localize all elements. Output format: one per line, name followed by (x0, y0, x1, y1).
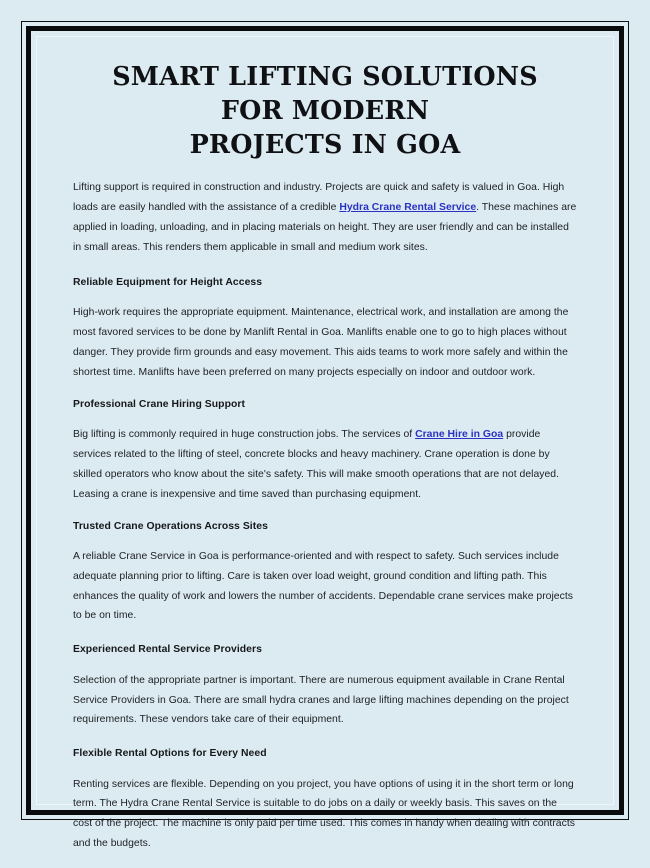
section-body-experienced-rental-providers: Selection of the appropriate partner is important. There are numerous equipment available in Crane Rental Service Providers in Goa. There are small hydra cranes and large lifting machines depending on the project requirements. These vendors take care of their equipment. (73, 674, 569, 726)
section-heading-trusted-crane-operations: Trusted Crane Operations Across Sites (73, 520, 268, 532)
crane-hiring-text-before-link: Big lifting is commonly required in huge construction jobs. The services of (73, 428, 416, 440)
intro-text-after-link: . These machines are applied in loading, unloading, and in placing materials on height. They are user friendly and can be installed in small areas. This renders them applicable in small and medium work sites. (73, 201, 577, 253)
page-title (83, 60, 567, 162)
intro-paragraph (73, 178, 577, 258)
section-body-flexible-rental-options: Renting services are flexible. Depending on you project, you have options of using it in the short term or long term. The Hydra Crane Rental Service is suitable to do jobs on a daily or weekly basis. This saves on the cost of the project. The machine is only paid per time used. This comes in handy when dealing with contracts and the budgets. (73, 778, 575, 850)
hydra-crane-rental-service-link[interactable]: Hydra Crane Rental Service (339, 201, 477, 213)
section-flexible-rental-options (73, 746, 577, 854)
crane-hiring-text-after-link: provide services related to the lifting of steel, concrete blocks and heavy machinery. Crane operation is done by skilled operators who know about the site's safety. This will make smooth operations that are not delayed. Leasing a crane is inexpensive and time saved than purchasing equipment. (73, 428, 559, 500)
section-heading-flexible-rental-options: Flexible Rental Options for Every Need (73, 748, 267, 760)
section-heading-experienced-rental-providers: Experienced Rental Service Providers (73, 644, 262, 656)
intro-text-before-link: Lifting support is required in construction and industry. Projects are quick and safety is valued in Goa. High loads are easily handled with the assistance of a credible (73, 181, 565, 213)
section-crane-hiring-support (73, 397, 577, 505)
section-experienced-rental-providers (73, 642, 577, 730)
section-heading-reliable-equipment: Reliable Equipment for Height Access (73, 276, 263, 288)
section-trusted-crane-operations (73, 519, 577, 627)
crane-hire-in-goa-link[interactable]: Crane Hire in Goa (415, 428, 504, 440)
section-reliable-equipment (73, 275, 577, 383)
section-body-trusted-crane-operations: A reliable Crane Service in Goa is performance-oriented and with respect to safety. Such services include adequate planning prior to lifting. Care is taken over load weight, ground condition and lifting path. This enhances the quality of work and lowers the number of accidents. Dependable crane services make projects to be on time. (73, 550, 573, 622)
document-content (73, 60, 577, 868)
section-body-crane-hiring-support (73, 425, 577, 505)
section-body-reliable-equipment: High-work requires the appropriate equipment. Maintenance, electrical work, and installation are among the most favored services to be done by Manlift Rental in Goa. Manlifts enable one to go to high places without danger. They provide firm grounds and easy movement. This aids teams to work more safely and within the shortest time. Manlifts have been preferred on many projects especially on indoor and outdoor work. (73, 306, 569, 378)
section-heading-crane-hiring-support: Professional Crane Hiring Support (73, 398, 245, 410)
page-title-line-2: PROJECTS IN GOA (189, 128, 461, 160)
page-title-line-1: SMART LIFTING SOLUTIONS FOR MODERN (112, 61, 538, 126)
